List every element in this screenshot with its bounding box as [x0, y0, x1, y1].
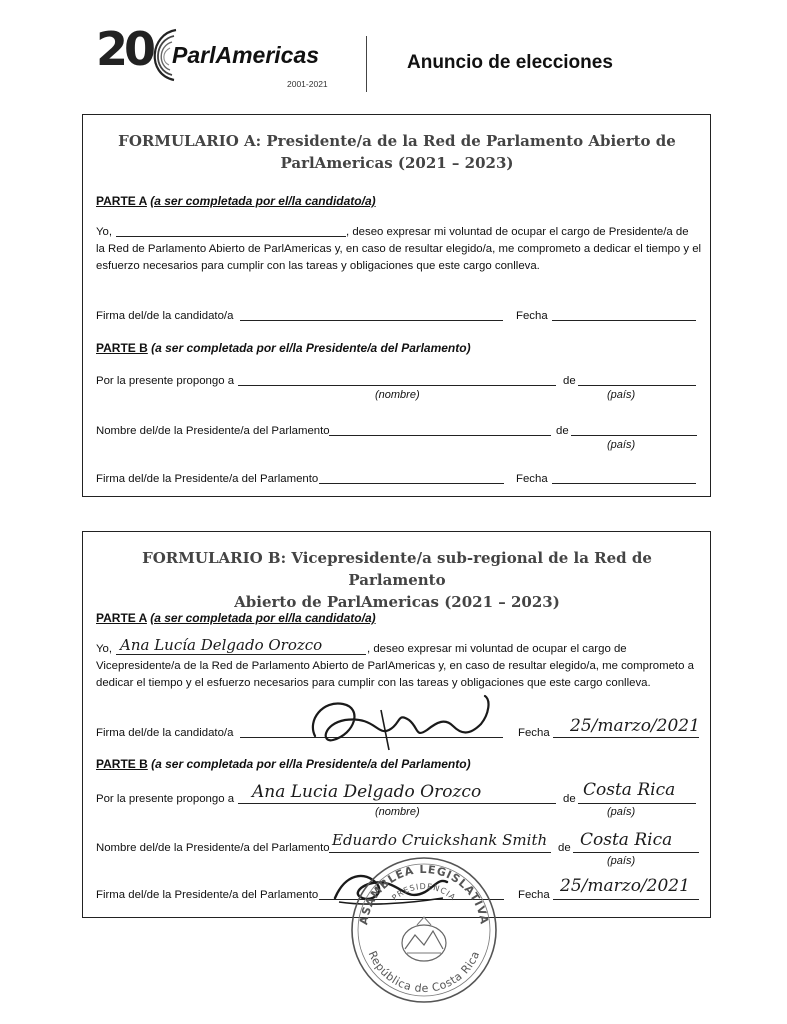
form-a-proposed-country-field[interactable]	[578, 385, 696, 386]
form-b-candidate-name-field[interactable]	[116, 654, 366, 655]
seal-mid-text: PRESIDENCIA	[390, 881, 458, 903]
form-a-title: FORMULARIO A: Presidente/a de la Red de Parlamento Abierto de ParlAmericas (2021 – 2023)	[118, 132, 676, 172]
form-a-president-country-field[interactable]	[571, 435, 697, 436]
form-b-fecha-candidato-handwritten: 25/marzo/2021	[570, 716, 700, 736]
form-b-parte-a-heading: PARTE A (a ser completada por el/la candidato/a)	[96, 611, 376, 625]
logo-name: ParlAmericas	[172, 42, 320, 68]
form-a-nombre-hint: (nombre)	[375, 389, 420, 401]
official-seal-icon	[347, 853, 501, 1007]
form-b-fecha-presidente-field[interactable]	[553, 899, 699, 900]
form-a-firma-candidato-field[interactable]	[240, 320, 503, 321]
candidate-signature-icon	[285, 690, 515, 758]
svg-text:PRESIDENCIA	[390, 882, 457, 903]
form-a-propongo-label: Por la presente propongo a	[96, 375, 235, 387]
form-b-fecha-label: Fecha	[518, 727, 550, 739]
form-a-intro-line2: la Red de Parlamento Abierto de ParlAmericas y, en caso de resultar elegido/a, me comprometo a dedicar el tiempo y el	[96, 243, 702, 255]
form-b-pais-hint: (país)	[607, 806, 636, 818]
header-divider	[366, 36, 367, 92]
form-a-nombre-presidente-label: Nombre del/de la Presidente/a del Parlamento	[96, 425, 330, 437]
form-a-candidate-name-field[interactable]	[116, 236, 346, 237]
form-b-firma-presidente-label: Firma del/de la Presidente/a del Parlamento	[96, 889, 319, 901]
form-b-proposed-name-field[interactable]	[238, 803, 556, 804]
form-b-yo-label: Yo,	[96, 643, 113, 655]
form-b-fecha-label-2: Fecha	[518, 889, 550, 901]
seal-top-text: ASAMBLEA LEGISLATIVA	[357, 862, 491, 926]
form-a-pais-hint-2: (país)	[607, 439, 636, 451]
form-b-nombre-presidente-label: Nombre del/de la Presidente/a del Parlamento	[96, 842, 330, 854]
form-a-proposed-name-field[interactable]	[238, 385, 556, 386]
seal-bottom-text: República de Costa Rica	[365, 949, 483, 996]
form-b-president-country-handwritten: Costa Rica	[580, 830, 673, 850]
form-b-intro-line2: Vicepresidente/a de la Red de Parlamento Abierto de ParlAmericas y, en caso de resultar elegido/a, me comprometo a	[96, 660, 694, 672]
form-a-yo-label: Yo,	[96, 226, 113, 238]
form-a-fecha-field[interactable]	[552, 320, 696, 321]
form-b-president-name-handwritten: Eduardo Cruickshank Smith	[332, 831, 548, 849]
logo-years: 2001-2021	[287, 79, 328, 89]
form-a-fecha-label: Fecha	[516, 310, 548, 322]
form-a-intro-line3: esfuerzo necesarios para cumplir con las tareas y obligaciones que este cargo conlleva.	[96, 260, 540, 272]
form-b-propongo-label: Por la presente propongo a	[96, 793, 235, 805]
form-a-fecha-label-2: Fecha	[516, 473, 548, 485]
form-b-firma-candidato-label: Firma del/de la candidato/a	[96, 727, 234, 739]
form-b-intro-line1: , deseo expresar mi voluntad de ocupar el cargo de	[367, 643, 627, 655]
form-a-president-name-field[interactable]	[329, 435, 551, 436]
form-b-proposed-country-handwritten: Costa Rica	[583, 780, 676, 800]
form-b-president-country-field[interactable]	[573, 852, 699, 853]
form-a-firma-presidente-field[interactable]	[319, 483, 504, 484]
svg-text:República de Costa Rica	[366, 949, 483, 995]
form-a-fecha-presidente-field[interactable]	[552, 483, 696, 484]
form-a-firma-candidato-label: Firma del/de la candidato/a	[96, 310, 234, 322]
form-a-parte-b-heading: PARTE B (a ser completada por el/la Presidente/a del Parlamento)	[96, 341, 471, 355]
form-a-pais-hint: (país)	[607, 389, 636, 401]
form-b-pais-hint-2: (país)	[607, 855, 636, 867]
form-b-candidate-name-handwritten: Ana Lucía Delgado Orozco	[120, 636, 323, 654]
form-b-proposed-country-field[interactable]	[578, 803, 696, 804]
form-b-fecha-presidente-handwritten: 25/marzo/2021	[560, 876, 690, 896]
form-b-parte-b-heading: PARTE B (a ser completada por el/la Presidente/a del Parlamento)	[96, 757, 471, 771]
form-b-de-label: de	[563, 793, 576, 805]
form-a-de-label: de	[563, 375, 576, 387]
form-b-proposed-name-handwritten: Ana Lucia Delgado Orozco	[252, 782, 482, 802]
form-b-title: FORMULARIO B: Vicepresidente/a sub-regional de la Red de Parlamento Abierto de ParlAmericas (2021 – 2023)	[142, 549, 652, 611]
page-title: Anuncio de elecciones	[407, 52, 613, 73]
form-b-fecha-field[interactable]	[553, 737, 699, 738]
form-a-firma-presidente-label: Firma del/de la Presidente/a del Parlamento	[96, 473, 319, 485]
form-a-parte-a-heading: PARTE A (a ser completada por el/la candidato/a)	[96, 194, 376, 208]
logo-number: 20	[96, 22, 153, 76]
form-b-nombre-hint: (nombre)	[375, 806, 420, 818]
form-b-de-label-2: de	[558, 842, 571, 854]
form-a-de-label-2: de	[556, 425, 569, 437]
form-b-intro-line3: dedicar el tiempo y el esfuerzo necesarios para cumplir con las tareas y obligaciones que este cargo conlleva.	[96, 677, 651, 689]
form-a-intro-line1: , deseo expresar mi voluntad de ocupar el cargo de Presidente/a de	[346, 226, 689, 238]
